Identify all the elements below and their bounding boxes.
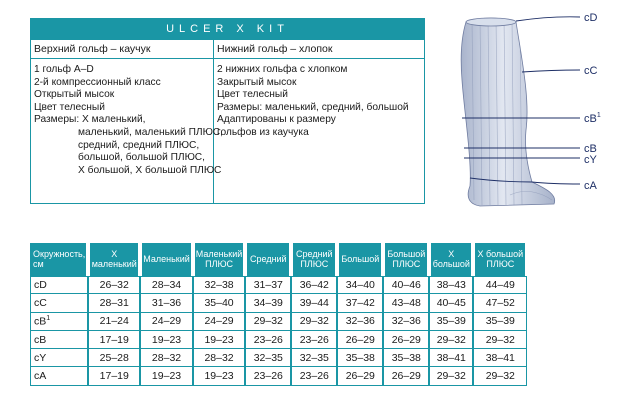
table-row bbox=[30, 349, 527, 367]
table-cell: 35–39 bbox=[429, 313, 473, 331]
size-table bbox=[30, 243, 527, 386]
size-header-row bbox=[30, 243, 527, 276]
row-label: cD bbox=[30, 276, 88, 294]
table-cell: 29–32 bbox=[473, 331, 527, 349]
leg-label-cY: cY bbox=[584, 154, 597, 166]
table-cell: 44–49 bbox=[473, 276, 527, 294]
table-cell: 32–38 bbox=[193, 276, 246, 294]
table-cell: 31–36 bbox=[140, 294, 193, 312]
lower-line: Размеры: маленький, средний, большой bbox=[217, 101, 409, 113]
header-small: Маленький bbox=[140, 243, 193, 276]
table-cell: 29–32 bbox=[245, 313, 291, 331]
kit-header-row bbox=[31, 40, 424, 59]
table-cell: 21–24 bbox=[88, 313, 140, 331]
table-cell: 28–31 bbox=[88, 294, 140, 312]
row-label: cY bbox=[30, 349, 88, 367]
table-cell: 26–29 bbox=[337, 331, 383, 349]
lower-stocking-details bbox=[214, 59, 424, 203]
lower-line: гольфов из каучука bbox=[217, 126, 309, 138]
table-cell: 38–43 bbox=[429, 276, 473, 294]
header-large-plus: Большой ПЛЮС bbox=[383, 243, 429, 276]
table-cell: 28–34 bbox=[140, 276, 193, 294]
row-label: cB bbox=[30, 331, 88, 349]
table-cell: 25–28 bbox=[88, 349, 140, 367]
upper-line: Цвет телесный bbox=[34, 101, 105, 113]
table-cell: 36–42 bbox=[291, 276, 337, 294]
leg-illustration bbox=[440, 0, 622, 220]
stocking-shape bbox=[461, 18, 554, 206]
kit-title: ULCER X KIT bbox=[31, 19, 424, 40]
table-cell: 38–41 bbox=[429, 349, 473, 367]
row-label: cA bbox=[30, 367, 88, 385]
header-small-plus: Маленький ПЛЮС bbox=[193, 243, 246, 276]
table-cell: 40–45 bbox=[429, 294, 473, 312]
table-cell: 26–32 bbox=[88, 276, 140, 294]
lower-line: Адаптированы к размеру bbox=[217, 114, 336, 126]
leg-label-cA: cA bbox=[584, 180, 597, 192]
table-cell: 34–39 bbox=[245, 294, 291, 312]
table-cell: 39–44 bbox=[291, 294, 337, 312]
table-cell: 26–29 bbox=[383, 367, 429, 385]
table-cell: 23–26 bbox=[291, 331, 337, 349]
table-cell: 19–23 bbox=[140, 331, 193, 349]
table-row bbox=[30, 276, 527, 294]
table-cell: 47–52 bbox=[473, 294, 527, 312]
upper-line: 2-й компрессионный класс bbox=[34, 76, 161, 88]
row-label: cC bbox=[30, 294, 88, 312]
table-cell: 23–26 bbox=[291, 367, 337, 385]
upper-size-line: большой, большой ПЛЮС, bbox=[78, 152, 205, 164]
leg-label-cC: cC bbox=[584, 65, 598, 77]
header-x-small: X маленький bbox=[88, 243, 140, 276]
table-cell: 35–38 bbox=[383, 349, 429, 367]
upper-line: Размеры: X маленький, bbox=[34, 114, 146, 126]
table-cell: 37–42 bbox=[337, 294, 383, 312]
table-cell: 43–48 bbox=[383, 294, 429, 312]
table-row bbox=[30, 313, 527, 331]
table-cell: 19–23 bbox=[140, 367, 193, 385]
table-row bbox=[30, 367, 527, 385]
table-row bbox=[30, 331, 527, 349]
header-x-large-plus: X большой ПЛЮС bbox=[473, 243, 527, 276]
table-cell: 29–32 bbox=[473, 367, 527, 385]
table-cell: 32–35 bbox=[291, 349, 337, 367]
header-circumference: Окружность, см bbox=[30, 243, 88, 276]
table-cell: 29–32 bbox=[291, 313, 337, 331]
header-x-large: X большой bbox=[429, 243, 473, 276]
upper-size-line: маленький, маленький ПЛЮС, bbox=[78, 126, 223, 138]
upper-line: 1 гольф A–D bbox=[34, 64, 94, 75]
table-cell: 17–19 bbox=[88, 331, 140, 349]
upper-stocking-header: Верхний гольф – каучук bbox=[31, 40, 214, 58]
header-large: Большой bbox=[337, 243, 383, 276]
row-label: $cB^1$ bbox=[30, 313, 88, 331]
lower-line: Закрытый мысок bbox=[217, 76, 297, 88]
kit-body-row bbox=[31, 59, 424, 203]
table-cell: 26–29 bbox=[383, 331, 429, 349]
table-cell: 32–35 bbox=[245, 349, 291, 367]
table-cell: 26–29 bbox=[337, 367, 383, 385]
table-cell: 29–32 bbox=[429, 367, 473, 385]
lower-stocking-header: Нижний гольф – хлопок bbox=[217, 43, 333, 55]
upper-size-line: средний, средний ПЛЮС, bbox=[78, 139, 200, 151]
table-row bbox=[30, 294, 527, 312]
table-cell: 24–29 bbox=[140, 313, 193, 331]
table-cell: 35–40 bbox=[193, 294, 246, 312]
table-cell: 23–26 bbox=[245, 367, 291, 385]
upper-stocking-details bbox=[31, 59, 223, 203]
table-cell: 23–26 bbox=[245, 331, 291, 349]
upper-line: Открытый мысок bbox=[34, 89, 115, 101]
leg-label-cB: cB bbox=[584, 143, 597, 155]
table-cell: 19–23 bbox=[193, 331, 246, 349]
table-cell: 40–46 bbox=[383, 276, 429, 294]
table-cell: 35–39 bbox=[473, 313, 527, 331]
kit-info-table bbox=[30, 18, 425, 204]
leg-label-cD: cD bbox=[584, 12, 598, 24]
table-cell: 35–38 bbox=[337, 349, 383, 367]
lower-line: 2 нижних гольфа с хлопком bbox=[217, 64, 348, 75]
table-cell: 34–40 bbox=[337, 276, 383, 294]
table-cell: 19–23 bbox=[193, 367, 246, 385]
upper-size-line: X большой, X большой ПЛЮС bbox=[78, 164, 222, 176]
table-cell: 32–36 bbox=[383, 313, 429, 331]
table-cell: 32–36 bbox=[337, 313, 383, 331]
table-cell: 29–32 bbox=[429, 331, 473, 349]
table-cell: 24–29 bbox=[193, 313, 246, 331]
lower-line: Цвет телесный bbox=[217, 89, 288, 101]
stocking-drawing bbox=[440, 0, 622, 220]
header-medium: Средний bbox=[245, 243, 291, 276]
table-cell: 28–32 bbox=[140, 349, 193, 367]
table-cell: 28–32 bbox=[193, 349, 246, 367]
header-medium-plus: Средний ПЛЮС bbox=[291, 243, 337, 276]
table-cell: 31–37 bbox=[245, 276, 291, 294]
leg-label-cB1: $cB^1$ bbox=[584, 112, 601, 125]
table-cell: 17–19 bbox=[88, 367, 140, 385]
table-cell: 38–41 bbox=[473, 349, 527, 367]
